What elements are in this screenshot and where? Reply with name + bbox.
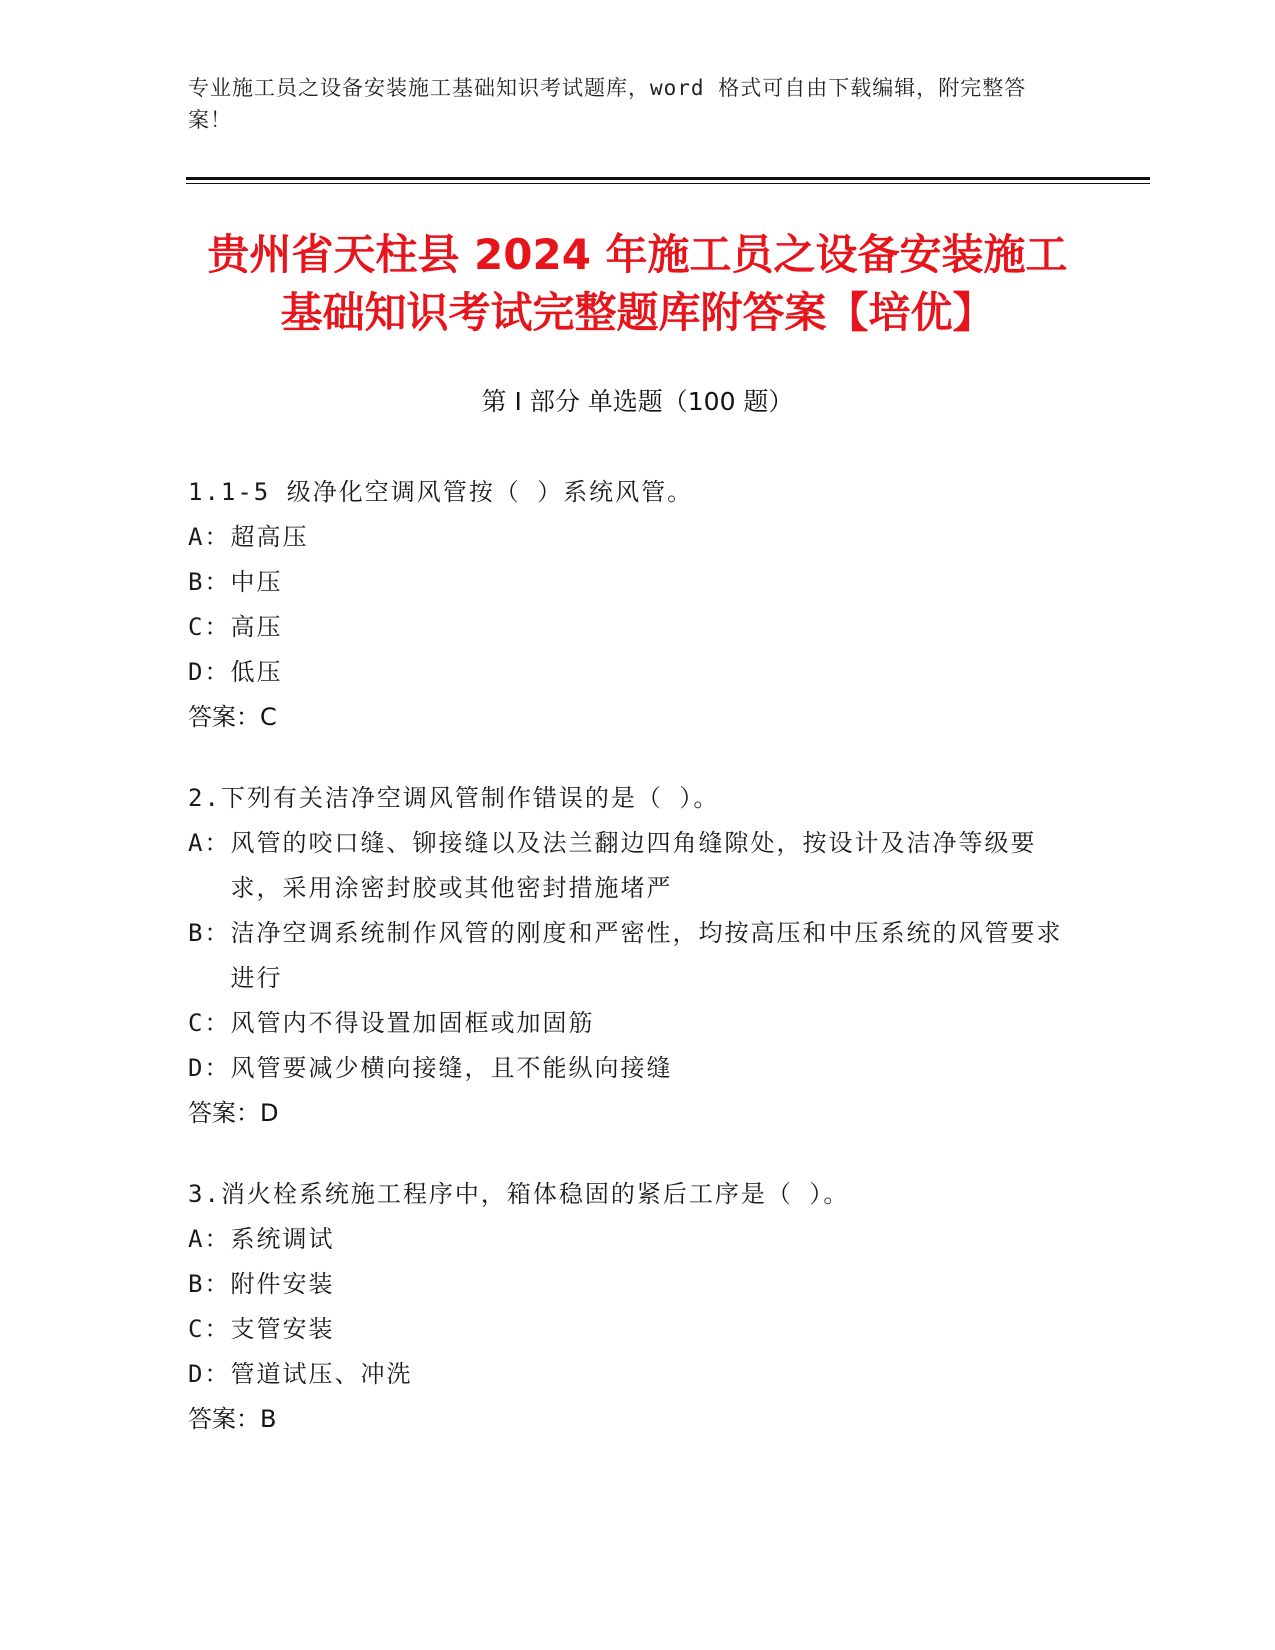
option-letter: D： [188,1054,231,1082]
option-letter: A： [188,523,231,551]
question-3 [188,1172,1088,1442]
answer-line: 答案：D [188,1099,279,1127]
header-rule-thin [186,183,1150,184]
option-b [188,560,1088,605]
option-letter: A： [188,1225,231,1253]
option-text: 支管安装 [230,1315,335,1343]
document-title [150,226,1125,342]
question-list [188,470,1088,1478]
option-c [188,605,1088,650]
option-b [188,911,1088,1001]
option-letter: A： [188,829,231,857]
option-text: 高压 [230,613,283,641]
option-letter: C： [188,1315,231,1343]
option-letter: D： [188,1360,231,1388]
question-stem: 3.消火栓系统施工程序中，箱体稳固的紧后工序是（ ）。 [188,1180,850,1208]
option-c [188,1001,1088,1046]
option-a [188,515,1088,560]
option-letter: B： [188,568,231,596]
option-letter: D： [188,658,231,686]
option-letter: B： [188,1270,231,1298]
header-note: 专业施工员之设备安装施工基础知识考试题库，word 格式可自由下载编辑，附完整答案！ [188,76,1027,132]
option-text: 风管的咬口缝、铆接缝以及法兰翻边四角缝隙处，按设计及洁净等级要求，采用涂密封胶或其他密封措施堵严 [230,829,1037,902]
option-a [188,1217,1088,1262]
question-2 [188,776,1088,1136]
header-rule-thick [186,177,1150,180]
option-b [188,1262,1088,1307]
option-text: 风管内不得设置加固框或加固筋 [230,1009,595,1037]
option-d [188,1046,1088,1091]
option-text: 超高压 [230,523,309,551]
option-text: 风管要减少横向接缝，且不能纵向接缝 [230,1054,673,1082]
section-title: 第 I 部分 单选题（100 题） [481,387,794,416]
document-title-line-1: 贵州省天柱县 2024 年施工员之设备安装施工 [207,230,1068,279]
option-letter: C： [188,1009,231,1037]
option-a [188,821,1088,911]
option-text: 管道试压、冲洗 [230,1360,413,1388]
option-text: 洁净空调系统制作风管的刚度和严密性，均按高压和中压系统的风管要求进行 [230,919,1063,992]
option-text: 附件安装 [230,1270,335,1298]
option-text: 中压 [230,568,283,596]
option-letter: B： [188,919,231,947]
option-letter: C： [188,613,231,641]
option-d [188,1352,1088,1397]
option-text: 低压 [230,658,283,686]
document-title-line-2: 基础知识考试完整题库附答案【培优】 [280,288,995,337]
option-d [188,650,1088,695]
option-text: 系统调试 [230,1225,335,1253]
option-c [188,1307,1088,1352]
question-1 [188,470,1088,740]
answer-line: 答案：B [188,1405,277,1433]
question-stem: 2.下列有关洁净空调风管制作错误的是（ ）。 [188,784,720,812]
question-stem: 1.1-5 级净化空调风管按（ ）系统风管。 [188,478,694,506]
answer-line: 答案：C [188,703,277,731]
